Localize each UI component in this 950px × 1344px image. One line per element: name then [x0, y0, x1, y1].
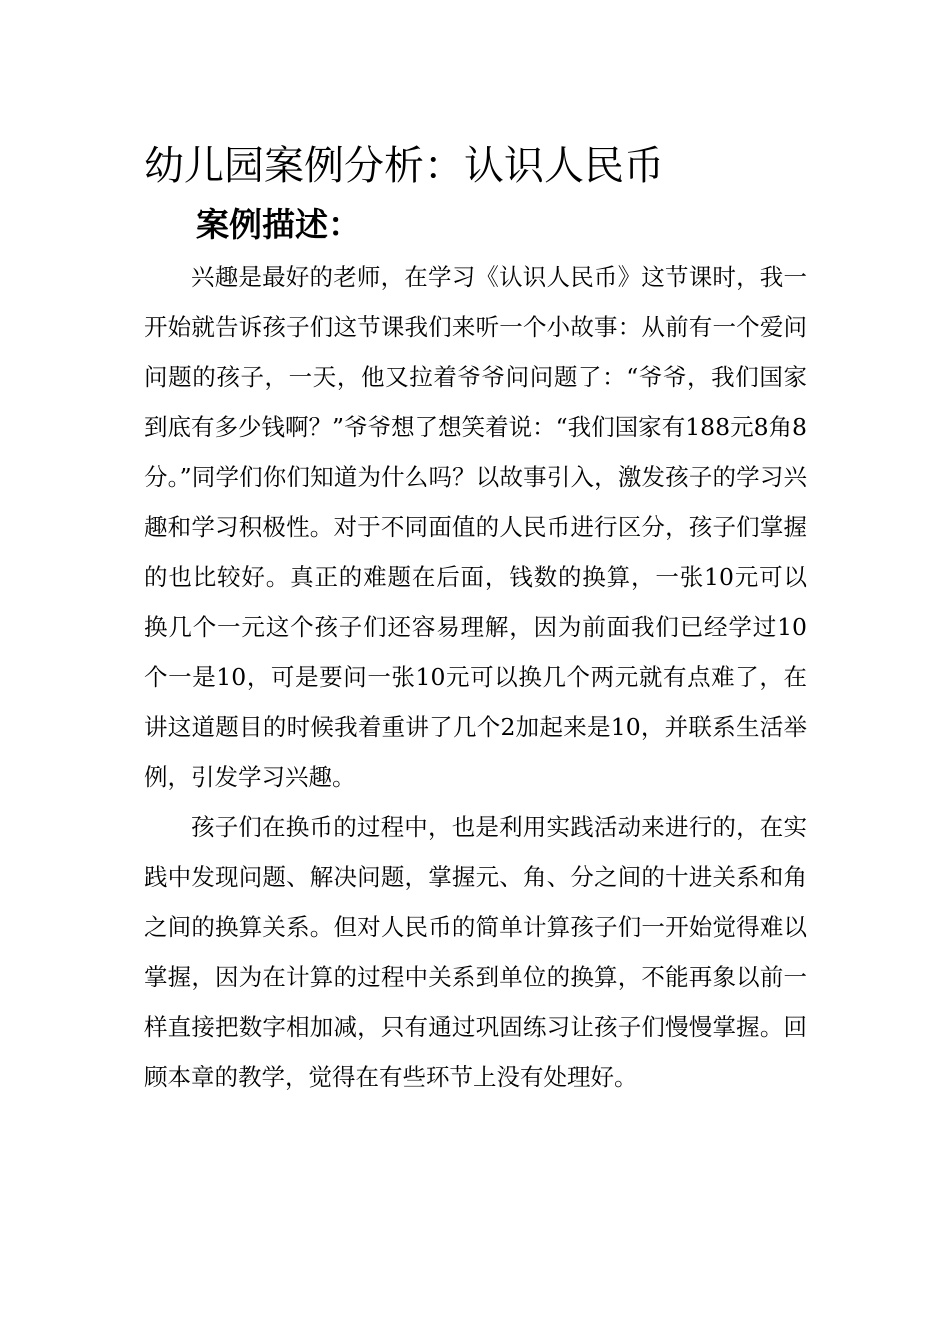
section-heading: 案例描述：	[196, 205, 361, 244]
paragraph-2: 孩子们在换币的过程中，也是利用实践活动来进行的，在实践中发现问题、解决问题，掌握元、角、分之间的十进关系和角之间的换算关系。但对人民币的简单计算孩子们一开始觉得难以掌握，因为在计算的过程中关系到单位的换算，不能再象以前一样直接把数字相加减，只有通过巩固练习让孩子们慢慢掌握。回顾本章的教学，觉得在有些环节上没有处理好。	[144, 813, 807, 1091]
document-body	[144, 252, 807, 1102]
document-title: 幼儿园案例分析：认识人民币	[144, 143, 664, 189]
paragraph-1: 兴趣是最好的老师，在学习《认识人民币》这节课时，我一开始就告诉孩子们这节课我们来听一个小故事：从前有一个爱问问题的孩子，一天，他又拉着爷爷问问题了：“爷爷，我们国家到底有多少钱啊？”爷爷想了想笑着说：“我们国家有188元8角8分。”同学们你们知道为什么吗？以故事引入，激发孩子的学习兴趣和学习积极性。对于不同面值的人民币进行区分，孩子们掌握的也比较好。真正的难题在后面，钱数的换算，一张10元可以换几个一元这个孩子们还容易理解，因为前面我们已经学过10个一是10，可是要问一张10元可以换几个两元就有点难了，在讲这道题目的时候我着重讲了几个2加起来是10，并联系生活举例，引发学习兴趣。	[144, 263, 807, 791]
